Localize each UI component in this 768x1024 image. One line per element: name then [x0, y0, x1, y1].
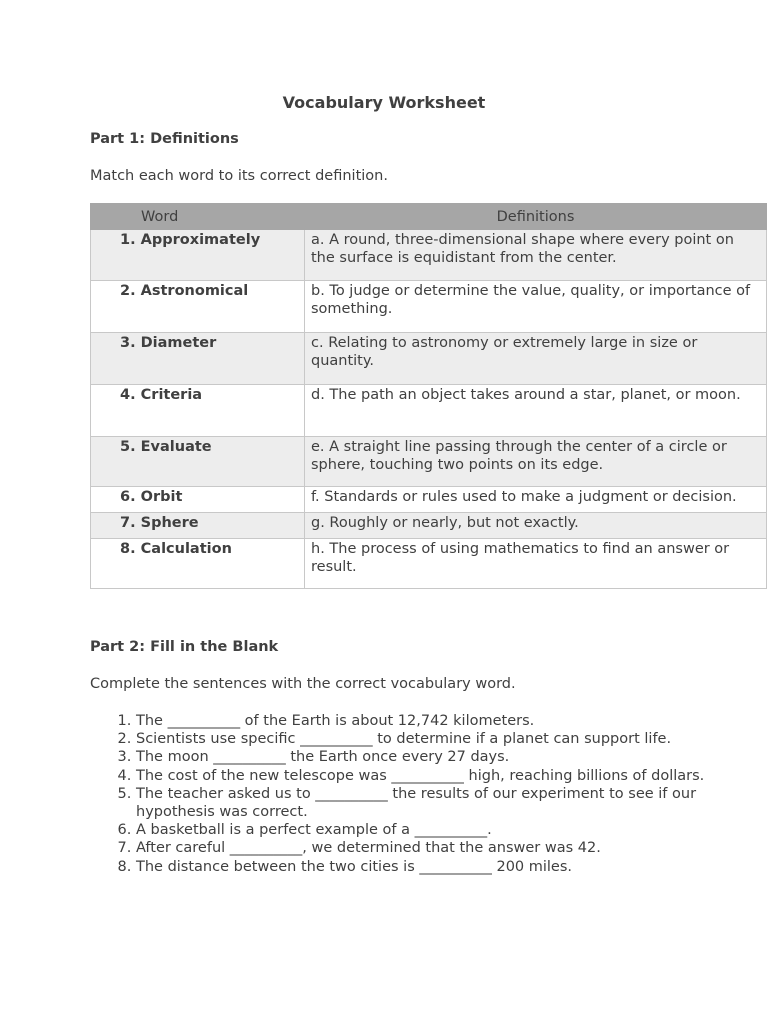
table-row [91, 437, 767, 487]
table-row [91, 281, 767, 333]
table-row [91, 487, 767, 513]
list-item: 5. The teacher asked us to __________ the results of our experiment to see if our hypothesis was correct. [136, 785, 736, 821]
definition-cell: f. Standards or rules used to make a judgment or decision. [305, 487, 767, 513]
definition-cell: b. To judge or determine the value, quality, or importance of something. [305, 281, 767, 333]
definition-cell: g. Roughly or nearly, but not exactly. [305, 513, 767, 539]
definition-cell: d. The path an object takes around a star, planet, or moon. [305, 385, 767, 437]
column-header-word: Word [91, 204, 305, 230]
vocabulary-table [90, 203, 767, 589]
table-row [91, 385, 767, 437]
definition-cell: h. The process of using mathematics to find an answer or result. [305, 539, 767, 589]
list-item: 3. The moon __________ the Earth once every 27 days. [136, 748, 736, 766]
list-item: 8. The distance between the two cities is __________ 200 miles. [136, 858, 736, 876]
definition-cell: e. A straight line passing through the center of a circle or sphere, touching two points on its edge. [305, 437, 767, 487]
table-row [91, 539, 767, 589]
part1-instructions: Match each word to its correct definition. [90, 168, 388, 184]
list-item: 4. The cost of the new telescope was __________ high, reaching billions of dollars. [136, 767, 736, 785]
word-cell: 5. Evaluate [91, 437, 305, 487]
part2-instructions: Complete the sentences with the correct vocabulary word. [90, 676, 516, 692]
part1-heading: Part 1: Definitions [90, 131, 239, 147]
definition-cell: a. A round, three-dimensional shape where every point on the surface is equidistant from the center. [305, 230, 767, 281]
list-item: 2. Scientists use specific __________ to determine if a planet can support life. [136, 730, 736, 748]
fill-in-blank-list [90, 712, 736, 876]
table-row [91, 333, 767, 385]
table-row [91, 513, 767, 539]
table-row [91, 230, 767, 281]
word-cell: 1. Approximately [91, 230, 305, 281]
list-item: 6. A basketball is a perfect example of a __________. [136, 821, 736, 839]
part2-heading: Part 2: Fill in the Blank [90, 639, 279, 655]
word-cell: 8. Calculation [91, 539, 305, 589]
table-header-row [91, 204, 767, 230]
list-item: 7. After careful __________, we determined that the answer was 42. [136, 839, 736, 857]
column-header-definitions: Definitions [305, 204, 767, 230]
word-cell: 3. Diameter [91, 333, 305, 385]
definition-cell: c. Relating to astronomy or extremely large in size or quantity. [305, 333, 767, 385]
word-cell: 7. Sphere [91, 513, 305, 539]
list-item: 1. The __________ of the Earth is about 12,742 kilometers. [136, 712, 736, 730]
word-cell: 4. Criteria [91, 385, 305, 437]
page-title: Vocabulary Worksheet [282, 93, 486, 112]
word-cell: 2. Astronomical [91, 281, 305, 333]
word-cell: 6. Orbit [91, 487, 305, 513]
